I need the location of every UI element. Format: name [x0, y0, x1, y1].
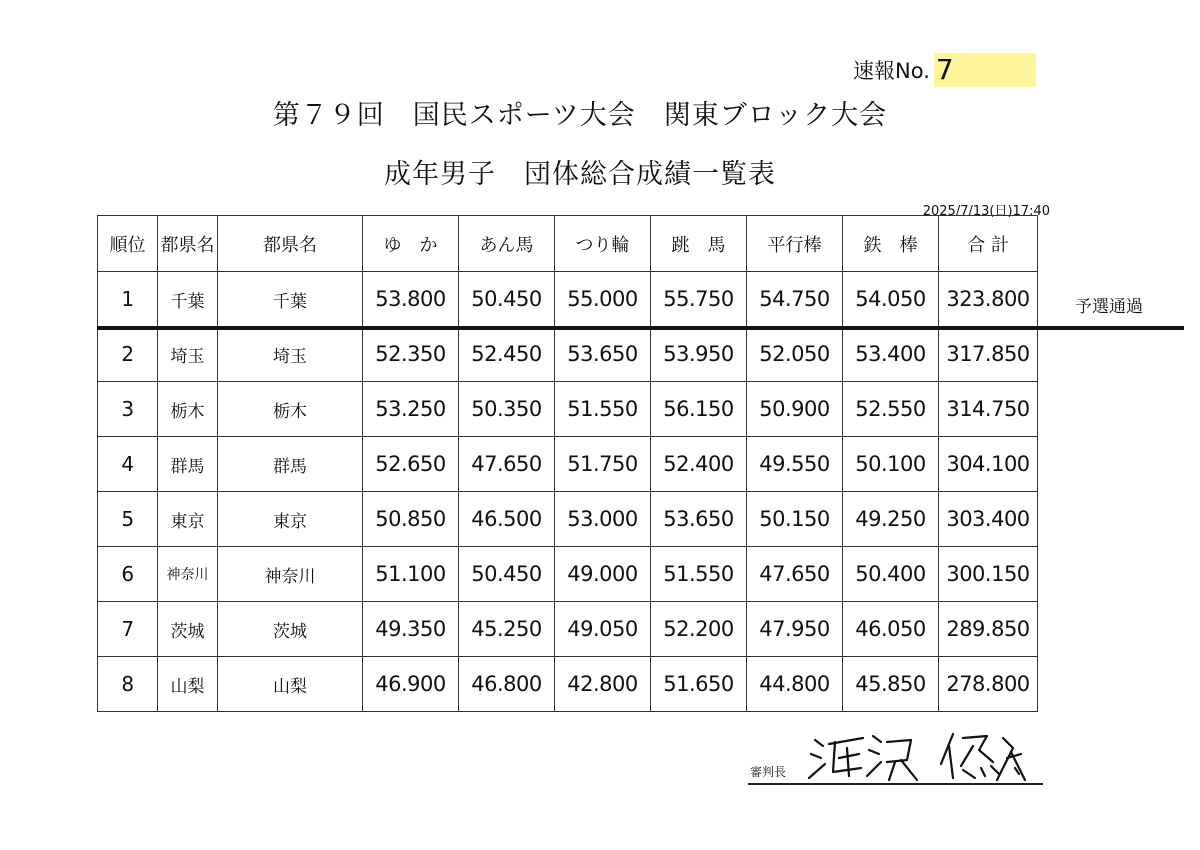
bulletin-label: 速報No. [853, 59, 930, 83]
rank-cell: 7 [98, 602, 158, 657]
prefecture-cell: 東京 [158, 492, 218, 547]
parallel-bars-score: 47.650 [747, 547, 843, 602]
prefecture-cell: 埼玉 [158, 327, 218, 382]
rings-score: 53.650 [555, 327, 651, 382]
floor-score: 49.350 [363, 602, 459, 657]
pommel-horse-score: 46.800 [459, 657, 555, 712]
rank-cell: 6 [98, 547, 158, 602]
horizontal-bar-score: 46.050 [843, 602, 939, 657]
parallel-bars-score: 50.150 [747, 492, 843, 547]
rank-cell: 1 [98, 272, 158, 327]
table-row [98, 657, 1038, 712]
vault-score: 53.950 [651, 327, 747, 382]
col-header-floor: ゆ か [363, 216, 459, 272]
table-row [98, 272, 1038, 327]
total-score: 304.100 [939, 437, 1038, 492]
prefecture-cell: 群馬 [158, 437, 218, 492]
total-score: 323.800 [939, 272, 1038, 327]
floor-score: 52.650 [363, 437, 459, 492]
parallel-bars-score: 47.950 [747, 602, 843, 657]
rank-cell: 8 [98, 657, 158, 712]
rings-score: 42.800 [555, 657, 651, 712]
table-row [98, 437, 1038, 492]
col-header-total: 合 計 [939, 216, 1038, 272]
pommel-horse-score: 45.250 [459, 602, 555, 657]
pommel-horse-score: 52.450 [459, 327, 555, 382]
vault-score: 51.550 [651, 547, 747, 602]
table-row [98, 492, 1038, 547]
results-title: 成年男子 団体総合成績一覧表 [384, 159, 776, 190]
event-title: 第７９回 国民スポーツ大会 関東ブロック大会 [272, 100, 888, 131]
total-score: 300.150 [939, 547, 1038, 602]
qualification-note: 予選通過 [1075, 297, 1143, 317]
team-name-cell: 栃木 [218, 382, 363, 437]
rank-cell: 2 [98, 327, 158, 382]
vault-score: 55.750 [651, 272, 747, 327]
vault-score: 52.400 [651, 437, 747, 492]
floor-score: 50.850 [363, 492, 459, 547]
total-score: 289.850 [939, 602, 1038, 657]
col-header-rank: 順位 [98, 216, 158, 272]
pommel-horse-score: 50.450 [459, 547, 555, 602]
floor-score: 53.800 [363, 272, 459, 327]
team-name-cell: 茨城 [218, 602, 363, 657]
vault-score: 56.150 [651, 382, 747, 437]
judge-signature [803, 728, 1038, 786]
col-header-team-name: 都県名 [218, 216, 363, 272]
parallel-bars-score: 49.550 [747, 437, 843, 492]
parallel-bars-score: 44.800 [747, 657, 843, 712]
horizontal-bar-score: 45.850 [843, 657, 939, 712]
floor-score: 53.250 [363, 382, 459, 437]
horizontal-bar-score: 53.400 [843, 327, 939, 382]
parallel-bars-score: 54.750 [747, 272, 843, 327]
total-score: 278.800 [939, 657, 1038, 712]
team-name-cell: 山梨 [218, 657, 363, 712]
rings-score: 53.000 [555, 492, 651, 547]
floor-score: 52.350 [363, 327, 459, 382]
prefecture-cell: 栃木 [158, 382, 218, 437]
col-header-horizontal-bar: 鉄 棒 [843, 216, 939, 272]
rings-score: 49.050 [555, 602, 651, 657]
rank-cell: 3 [98, 382, 158, 437]
parallel-bars-score: 50.900 [747, 382, 843, 437]
col-header-rings: つり輪 [555, 216, 651, 272]
pommel-horse-score: 46.500 [459, 492, 555, 547]
total-score: 303.400 [939, 492, 1038, 547]
bulletin-number-box [853, 52, 1036, 88]
rings-score: 51.550 [555, 382, 651, 437]
pommel-horse-score: 50.350 [459, 382, 555, 437]
vault-score: 53.650 [651, 492, 747, 547]
team-name-cell: 埼玉 [218, 327, 363, 382]
signature-line [748, 783, 1043, 785]
horizontal-bar-score: 49.250 [843, 492, 939, 547]
col-header-pommel-horse: あん馬 [459, 216, 555, 272]
table-header-row [98, 216, 1038, 272]
bulletin-number: 7 [934, 53, 1036, 87]
rings-score: 51.750 [555, 437, 651, 492]
horizontal-bar-score: 52.550 [843, 382, 939, 437]
horizontal-bar-score: 54.050 [843, 272, 939, 327]
prefecture-cell: 茨城 [158, 602, 218, 657]
table-row [98, 327, 1038, 382]
col-header-prefecture: 都県名 [158, 216, 218, 272]
rings-score: 49.000 [555, 547, 651, 602]
team-name-cell: 東京 [218, 492, 363, 547]
table-row [98, 547, 1038, 602]
team-name-cell: 千葉 [218, 272, 363, 327]
rank-cell: 4 [98, 437, 158, 492]
table-row [98, 602, 1038, 657]
team-name-cell: 神奈川 [218, 547, 363, 602]
total-score: 317.850 [939, 327, 1038, 382]
horizontal-bar-score: 50.100 [843, 437, 939, 492]
judge-label: 審判長 [750, 765, 787, 779]
prefecture-cell: 千葉 [158, 272, 218, 327]
floor-score: 51.100 [363, 547, 459, 602]
rank-cell: 5 [98, 492, 158, 547]
pommel-horse-score: 50.450 [459, 272, 555, 327]
prefecture-cell: 神奈川 [158, 547, 218, 602]
team-name-cell: 群馬 [218, 437, 363, 492]
total-score: 314.750 [939, 382, 1038, 437]
vault-score: 52.200 [651, 602, 747, 657]
rings-score: 55.000 [555, 272, 651, 327]
parallel-bars-score: 52.050 [747, 327, 843, 382]
judge-signature-block [748, 728, 1038, 788]
timestamp: 2025/7/13(日)17:40 [922, 204, 1050, 219]
results-table [97, 215, 1038, 712]
pommel-horse-score: 47.650 [459, 437, 555, 492]
col-header-vault: 跳 馬 [651, 216, 747, 272]
table-row [98, 382, 1038, 437]
col-header-parallel-bars: 平行棒 [747, 216, 843, 272]
horizontal-bar-score: 50.400 [843, 547, 939, 602]
vault-score: 51.650 [651, 657, 747, 712]
prefecture-cell: 山梨 [158, 657, 218, 712]
qualification-cut-line [97, 326, 1184, 330]
floor-score: 46.900 [363, 657, 459, 712]
